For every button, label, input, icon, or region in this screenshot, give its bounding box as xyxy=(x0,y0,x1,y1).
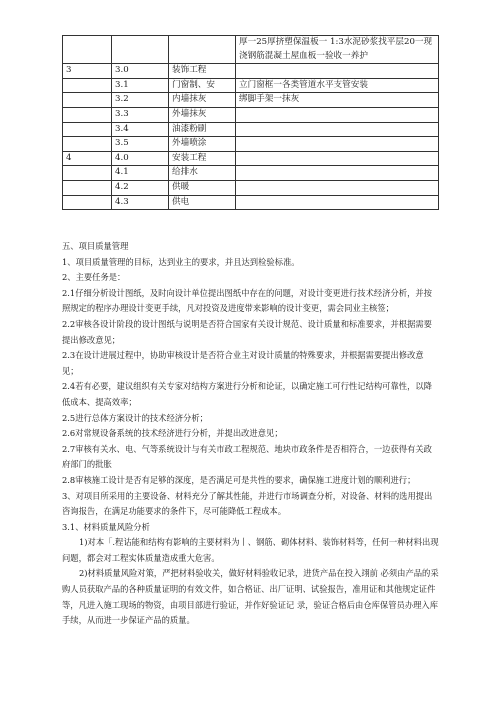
table-cell-c4: 绑脚手架一抹灰 xyxy=(236,93,439,108)
construction-plan-table xyxy=(62,35,439,210)
paragraph: 2.4若有必要，建议组织有关专家对结构方案进行分析和论证，以确定施工可行性记结构可靠性，以降低成本、提高效率； xyxy=(62,381,432,407)
paragraph: 2)材料质量风险对策，严把材料验收关，做好材料验收记录，进货产品在投入翊前 必须由产品的采购人员获取产品的各种质量证明的有效文件，如合格证、出厂证明、试验报告，准用证和其他规定证件等，凡进入施工现场的物资，由项目部进行验证，并作好验证记 录，验证合格后由仓库保管员办理入库手续，从而进一步保证产品的质量。 xyxy=(62,568,439,626)
table-cell-c1 xyxy=(63,36,112,64)
table-row xyxy=(63,36,439,64)
paragraph: 2.3在设计进展过程中，协助审核设计是否符合业主对设计质量的特殊要求，并根据需要提出修改意见； xyxy=(62,350,424,376)
table-row xyxy=(63,166,439,181)
table-cell-c1 xyxy=(63,195,112,210)
table-cell-c3: 油漆粉刷 xyxy=(169,122,236,137)
paragraph: 1)对本「.程诂能和结构有影响的主要材料为丨、钢筋、砌体材料、装饰材料等，任何一种材料出现问题，都会对工程实体质量造成重大危害。 xyxy=(62,537,439,563)
table-cell-c4 xyxy=(236,137,439,152)
table-cell-c1: 3 xyxy=(63,64,112,79)
paragraph: 2.6对常规设备系统的技术经济进行分析，并提出改进意见； xyxy=(62,428,283,439)
quality-management-section xyxy=(62,239,439,629)
table-cell-c3: 安装工程 xyxy=(169,151,236,166)
table-cell-c2: 4.2 xyxy=(112,180,169,195)
table-cell-c3: 内墙抹灰 xyxy=(169,93,236,108)
table-cell-c2: 3.3 xyxy=(112,107,169,122)
table-body xyxy=(63,36,439,210)
table-cell-c2: 3.5 xyxy=(112,137,169,152)
paragraph: 1、项目质量管理的目标，达到业主的要求，并且达到检验标准。 xyxy=(62,256,300,267)
table-row xyxy=(63,78,439,93)
paragraph: 2.5进行总体方案设计的技术经济分析； xyxy=(62,412,208,423)
table-cell-c4 xyxy=(236,166,439,181)
table-cell-c1 xyxy=(63,78,112,93)
table-cell-c1 xyxy=(63,107,112,122)
table-cell-c4 xyxy=(236,122,439,137)
paragraph: 2.7审核有关水、电、气等系统设计与有关市政工程规范、地块市政条件是否相符合，一边获得有关政府部门的批胀 xyxy=(62,443,432,470)
table-cell-c2: 4.3 xyxy=(112,195,169,210)
paragraph: 3、对项目所采用的主要设备、材料充分了解其性能，并进行市场调查分析，对设备、材料的选用提出咨询报告，在满足功能要求的条件下，尽可能降低工程成本。 xyxy=(62,490,433,517)
table-row xyxy=(63,137,439,152)
table-cell-c1: 4 xyxy=(63,151,112,166)
table-cell-c3: 供电 xyxy=(169,195,236,210)
table-cell-c2 xyxy=(112,36,169,64)
table-cell-c3: 给排水 xyxy=(169,166,236,181)
table-cell-c2: 3.4 xyxy=(112,122,169,137)
table-row xyxy=(63,122,439,137)
table-cell-c2: 4.1 xyxy=(112,166,169,181)
paragraph: 2.1仔细分析设计图纸，及时向设计单位提出图纸中存在的问题，对设计变更进行技术经济分析，并按照规定的程序办理设计变更手续，凡对投资及进度带来影响的设计变更，需会同业主核签； xyxy=(62,287,432,314)
table-row xyxy=(63,195,439,210)
table-cell-c4 xyxy=(236,180,439,195)
table-cell-c3: 供暖 xyxy=(169,180,236,195)
paragraph: 2.2审核各设计阶段的设计图纸与说明是否符合国家有关设计规范、设计质量和标准要求，并根据需要提出修改意见； xyxy=(62,318,432,345)
table-row xyxy=(63,180,439,195)
table-cell-c2: 3.2 xyxy=(112,93,169,108)
table-row xyxy=(63,151,439,166)
table-cell-c3: 门窗制、安 xyxy=(169,78,236,93)
section-heading: 五、项目质量管理 xyxy=(62,241,129,251)
table-cell-c1 xyxy=(63,166,112,181)
table-cell-c3: 装饰工程 xyxy=(169,64,236,79)
paragraph: 2.8审核施工设计是否有足够的深度，是否满足可是共性的要求，确保施工进度计划的顺利进行； xyxy=(62,474,416,485)
table-cell-c4 xyxy=(236,195,439,210)
subsection-heading: 3.1、材料质量风险分析 xyxy=(62,521,150,532)
table-cell-c4: 厚一25厚挤塑保温板一 1:3水泥砂浆找平层20一现浇钢筋混凝土屋血板一验收一养护 xyxy=(236,36,439,64)
table-cell-c2: 4.0 xyxy=(112,151,169,166)
table-cell-c1 xyxy=(63,180,112,195)
table-cell-c2: 3.0 xyxy=(112,64,169,79)
table-cell-c2: 3.1 xyxy=(112,78,169,93)
table-row xyxy=(63,107,439,122)
table-cell-c4 xyxy=(236,64,439,79)
table-cell-c3: 外墙抹灰 xyxy=(169,107,236,122)
table-cell-c3 xyxy=(169,36,236,64)
table-cell-c4: 立门窗框一各类管道水平支管安装 xyxy=(236,78,439,93)
table-row xyxy=(63,64,439,79)
table-cell-c4 xyxy=(236,107,439,122)
table-cell-c1 xyxy=(63,137,112,152)
paragraph: 2、主要任务是： xyxy=(62,272,126,283)
table-cell-c1 xyxy=(63,122,112,137)
table-row xyxy=(63,93,439,108)
table-cell-c4 xyxy=(236,151,439,166)
table-cell-c1 xyxy=(63,93,112,108)
table-cell-c3: 外墙喷涂 xyxy=(169,137,236,152)
